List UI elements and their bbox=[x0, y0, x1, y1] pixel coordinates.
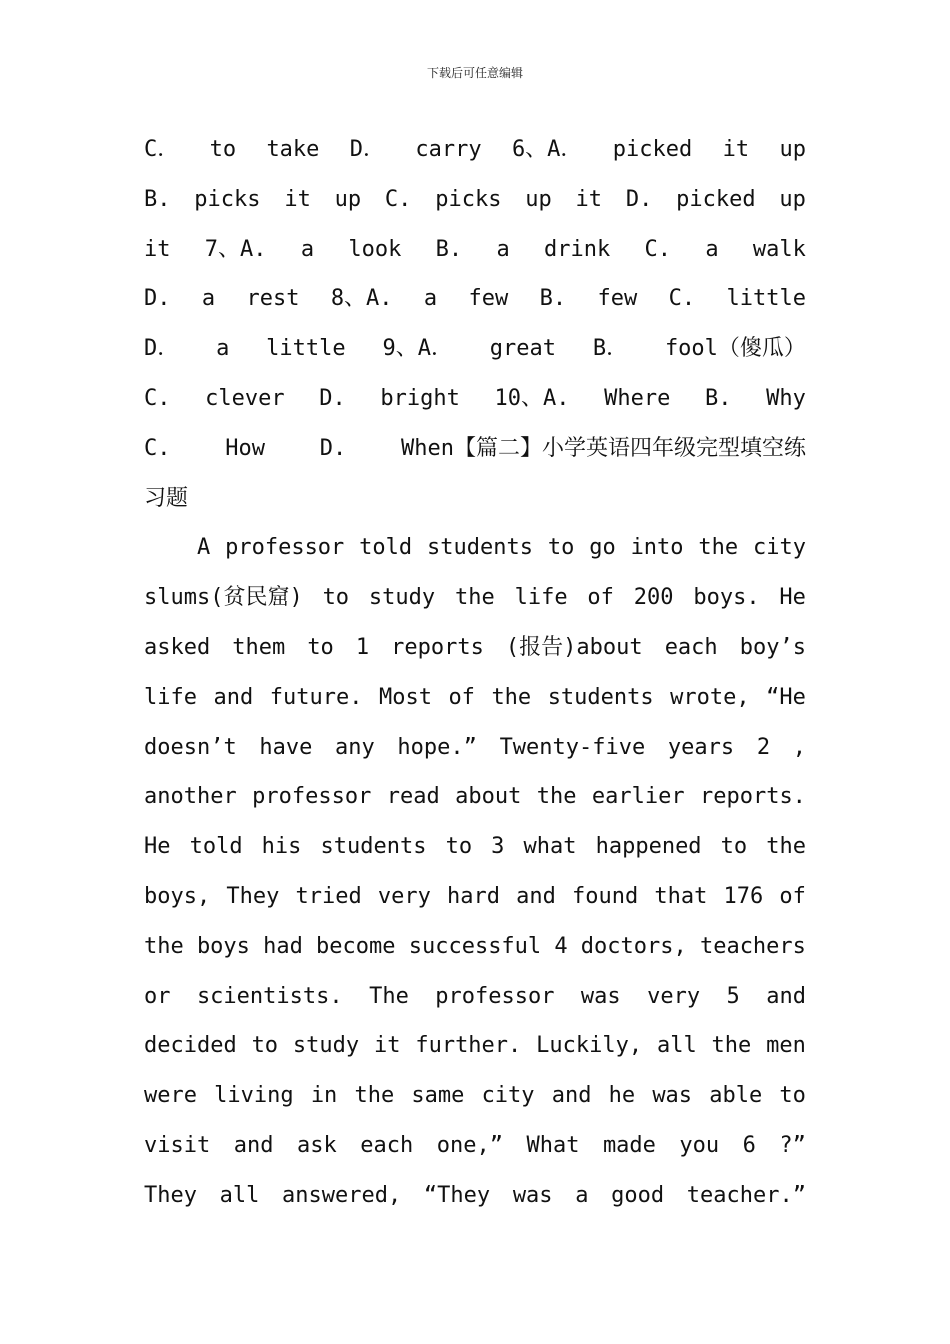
word: of bbox=[779, 883, 806, 909]
word: picked bbox=[612, 137, 693, 162]
word: what bbox=[523, 834, 577, 860]
word: students bbox=[547, 684, 654, 710]
word: Where bbox=[604, 385, 671, 411]
word: to bbox=[209, 137, 237, 162]
word: professor bbox=[252, 784, 372, 810]
word: hope.” bbox=[397, 734, 477, 760]
word: few bbox=[468, 286, 509, 312]
text-line bbox=[144, 723, 806, 773]
word: professor bbox=[435, 983, 555, 1009]
word: take bbox=[266, 137, 320, 162]
word: great bbox=[489, 336, 557, 362]
word: city bbox=[753, 535, 806, 561]
word: the bbox=[144, 933, 184, 959]
word: was bbox=[652, 1083, 693, 1109]
word: Most bbox=[378, 684, 432, 710]
word: had bbox=[263, 933, 303, 959]
word: B. bbox=[435, 236, 463, 262]
word: look bbox=[348, 236, 402, 262]
word: all bbox=[219, 1182, 260, 1208]
word: ?” bbox=[779, 1132, 806, 1158]
word: doctors, bbox=[580, 933, 687, 959]
word: clever bbox=[205, 385, 285, 411]
word: a bbox=[496, 236, 510, 262]
word: picks bbox=[194, 186, 261, 212]
word: any bbox=[335, 734, 375, 760]
word: in bbox=[310, 1083, 338, 1109]
word: the bbox=[491, 684, 532, 710]
word: picked bbox=[676, 186, 756, 212]
word: C. bbox=[144, 385, 171, 411]
word: another bbox=[144, 784, 237, 810]
word: reports. bbox=[699, 784, 806, 810]
word: each bbox=[664, 634, 718, 660]
word: a bbox=[201, 286, 216, 312]
word: living bbox=[214, 1083, 294, 1109]
word: slums(贫民窟) bbox=[144, 585, 303, 611]
word: into bbox=[630, 535, 684, 561]
word: city bbox=[481, 1083, 535, 1109]
word: visit bbox=[144, 1132, 211, 1158]
word: to bbox=[322, 585, 350, 611]
word: all bbox=[656, 1033, 697, 1059]
word: was bbox=[580, 983, 621, 1009]
word: happened bbox=[595, 834, 702, 860]
page-header: 下载后可任意编辑 bbox=[426, 66, 523, 80]
word: 4 bbox=[554, 933, 568, 959]
word: 1 bbox=[355, 634, 370, 660]
word: boys. bbox=[693, 585, 760, 611]
word: fool（傻瓜） bbox=[664, 336, 806, 362]
word: C. bbox=[144, 435, 171, 461]
word: 2 bbox=[756, 734, 771, 760]
word: of bbox=[448, 684, 475, 710]
word: A bbox=[144, 535, 211, 561]
word: 6、A． bbox=[511, 137, 583, 162]
word: C. bbox=[644, 236, 672, 262]
document-body bbox=[144, 125, 806, 1221]
word: “He bbox=[766, 684, 806, 710]
word: bright bbox=[380, 385, 460, 411]
word: very bbox=[377, 883, 431, 909]
text-line bbox=[144, 972, 806, 1022]
word: D． bbox=[349, 137, 386, 162]
word: hard bbox=[447, 883, 500, 909]
text-line bbox=[144, 225, 806, 275]
word: doesn’t bbox=[144, 734, 237, 760]
word: his bbox=[261, 834, 302, 860]
word: and bbox=[766, 983, 806, 1009]
word: life bbox=[514, 585, 568, 611]
word: to bbox=[307, 634, 334, 660]
text-line bbox=[144, 872, 806, 922]
word: D. bbox=[144, 286, 171, 312]
word: wrote, bbox=[670, 684, 750, 710]
word: , bbox=[792, 734, 806, 760]
word: the bbox=[354, 1083, 395, 1109]
word: the bbox=[698, 535, 739, 561]
word: 8、A. bbox=[330, 286, 393, 312]
word: 7、A. bbox=[204, 236, 267, 262]
word: D． bbox=[144, 336, 180, 362]
word: them bbox=[232, 634, 286, 660]
word: successful bbox=[408, 933, 542, 959]
word: boys, bbox=[144, 883, 211, 909]
word: it bbox=[284, 186, 311, 212]
word: same bbox=[411, 1083, 465, 1109]
word: it bbox=[373, 1033, 401, 1059]
word: 习题 bbox=[144, 485, 189, 511]
word: (报告)about bbox=[505, 634, 643, 660]
word: How bbox=[225, 435, 265, 461]
word: little bbox=[266, 336, 346, 362]
word: B. bbox=[144, 186, 171, 212]
word: answered, bbox=[282, 1182, 402, 1208]
word: was bbox=[512, 1182, 553, 1208]
text-line bbox=[144, 324, 806, 374]
word: 5 bbox=[726, 983, 740, 1009]
word: good bbox=[611, 1182, 665, 1208]
word: decided bbox=[144, 1033, 237, 1059]
word: up bbox=[334, 186, 362, 212]
text-line bbox=[144, 673, 806, 723]
word: the bbox=[766, 834, 806, 860]
text-line bbox=[144, 125, 806, 175]
word: D. bbox=[319, 435, 347, 461]
word: Twenty-five bbox=[499, 734, 646, 760]
word: the bbox=[536, 784, 577, 810]
word: to bbox=[779, 1083, 806, 1109]
word: The bbox=[369, 983, 409, 1009]
word: scientists. bbox=[196, 983, 343, 1009]
word: or bbox=[144, 983, 171, 1009]
word: rest bbox=[246, 286, 300, 312]
word: it bbox=[575, 186, 603, 212]
word: told bbox=[359, 535, 413, 561]
word: 10、A. bbox=[494, 385, 570, 411]
word: very bbox=[647, 983, 701, 1009]
word: a bbox=[423, 286, 438, 312]
word: found bbox=[572, 883, 639, 909]
word: Luckily, bbox=[536, 1033, 643, 1059]
text-line bbox=[144, 374, 806, 424]
word: to bbox=[547, 535, 575, 561]
word: to bbox=[720, 834, 748, 860]
word: students bbox=[320, 834, 427, 860]
word: 9、A． bbox=[382, 336, 453, 362]
word: few bbox=[597, 286, 638, 312]
word: carry bbox=[415, 137, 482, 162]
word: that bbox=[654, 883, 708, 909]
word: it bbox=[722, 137, 750, 162]
word: D. bbox=[625, 186, 653, 212]
word: further. bbox=[415, 1033, 522, 1059]
word: They bbox=[226, 883, 280, 909]
word: ask bbox=[296, 1132, 337, 1158]
word: up bbox=[525, 186, 552, 212]
word: B. bbox=[705, 385, 732, 411]
word: and bbox=[551, 1083, 592, 1109]
word: “They bbox=[423, 1182, 491, 1208]
word: Why bbox=[766, 385, 806, 411]
word: tried bbox=[295, 883, 362, 909]
word: He bbox=[144, 834, 171, 860]
word: and bbox=[516, 883, 556, 909]
word: he bbox=[608, 1083, 636, 1109]
word: a bbox=[705, 236, 719, 262]
word: 200 bbox=[633, 585, 674, 611]
word: students bbox=[427, 535, 533, 561]
word: teacher.” bbox=[686, 1182, 806, 1208]
word: you bbox=[679, 1132, 720, 1158]
word: study bbox=[368, 585, 436, 611]
word: read bbox=[386, 784, 440, 810]
word: teachers bbox=[699, 933, 806, 959]
word: of bbox=[587, 585, 614, 611]
text-line bbox=[144, 1121, 806, 1171]
word: boy’s bbox=[739, 634, 806, 660]
text-line bbox=[144, 772, 806, 822]
word: a bbox=[300, 236, 315, 262]
word: told bbox=[189, 834, 243, 860]
word: little bbox=[726, 286, 806, 312]
word: C． bbox=[144, 137, 180, 162]
word: able bbox=[709, 1083, 763, 1109]
word: He bbox=[779, 585, 806, 611]
word: C. bbox=[384, 186, 412, 212]
text-line bbox=[144, 175, 806, 225]
text-line bbox=[144, 1071, 806, 1121]
word: were bbox=[144, 1083, 197, 1109]
word: about bbox=[455, 784, 522, 810]
word: it bbox=[144, 236, 171, 262]
word: go bbox=[589, 535, 616, 561]
word: have bbox=[259, 734, 313, 760]
word: men bbox=[766, 1033, 806, 1059]
word: drink bbox=[544, 236, 611, 262]
word: professor bbox=[225, 535, 345, 561]
text-line bbox=[144, 1171, 806, 1221]
text-line bbox=[144, 523, 806, 573]
word: to bbox=[445, 834, 473, 860]
text-line bbox=[144, 623, 806, 673]
word: each bbox=[360, 1132, 414, 1158]
word: They bbox=[144, 1182, 197, 1208]
word: C. bbox=[668, 286, 696, 312]
text-line bbox=[144, 1021, 806, 1071]
word: study bbox=[292, 1033, 360, 1059]
word: become bbox=[316, 933, 396, 959]
word: future. bbox=[269, 684, 363, 710]
word: reports bbox=[391, 634, 484, 660]
word: a bbox=[216, 336, 230, 362]
word: When【篇二】小学英语四年级完型填空练 bbox=[401, 435, 806, 461]
word: What bbox=[526, 1132, 580, 1158]
word: the bbox=[454, 585, 495, 611]
word: walk bbox=[752, 236, 806, 262]
word: years bbox=[667, 734, 735, 760]
word: 6 bbox=[742, 1132, 756, 1158]
word: 176 bbox=[723, 883, 764, 909]
word: B. bbox=[539, 286, 567, 312]
word: life bbox=[144, 684, 197, 710]
text-line bbox=[144, 274, 806, 324]
text-line bbox=[144, 822, 806, 872]
word: D. bbox=[319, 385, 346, 411]
text-line bbox=[144, 474, 806, 524]
word: up bbox=[779, 137, 806, 162]
text-line bbox=[144, 573, 806, 623]
word: and bbox=[213, 684, 254, 710]
word: the bbox=[711, 1033, 752, 1059]
word: B． bbox=[592, 336, 629, 362]
word: 3 bbox=[491, 834, 505, 860]
word: up bbox=[779, 186, 806, 212]
text-line bbox=[144, 424, 806, 474]
text-line bbox=[144, 922, 806, 972]
word: picks bbox=[435, 186, 502, 212]
word: earlier bbox=[591, 784, 685, 810]
word: and bbox=[233, 1132, 274, 1158]
word: boys bbox=[196, 933, 250, 959]
word: asked bbox=[144, 634, 211, 660]
word: to bbox=[251, 1033, 279, 1059]
word: one,” bbox=[436, 1132, 503, 1158]
word: a bbox=[575, 1182, 589, 1208]
word: made bbox=[602, 1132, 656, 1158]
